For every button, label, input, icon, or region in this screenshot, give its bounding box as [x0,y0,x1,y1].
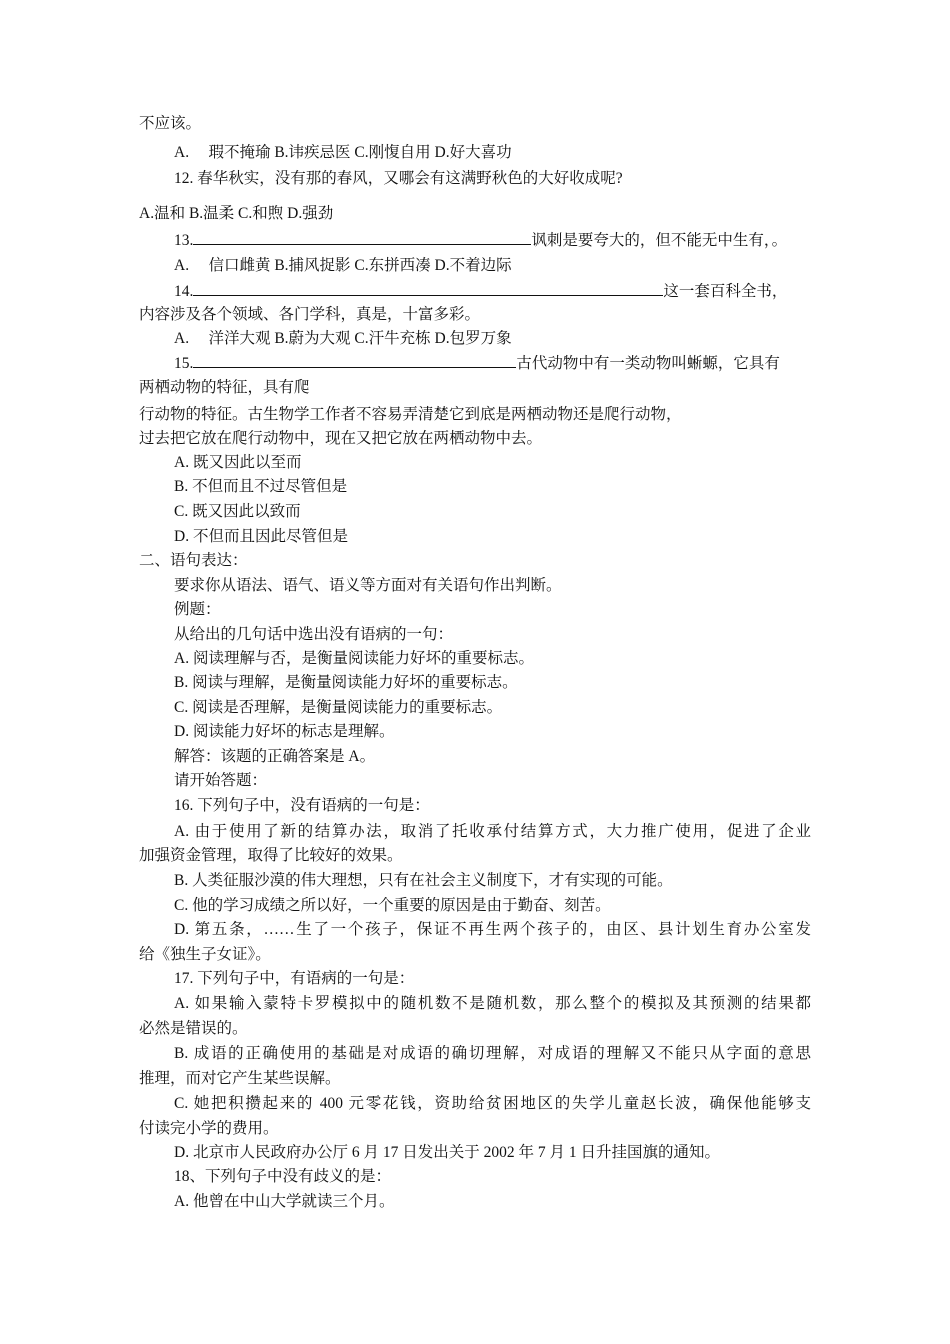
fill-blank [193,353,516,368]
option-line: A. 洋洋大观 B.蔚为大观 C.汗牛充栋 D.包罗万象 [174,330,512,347]
text-line: 请开始答题： [174,772,268,789]
option-line: C. 她把积攒起来的 400 元零花钱，资助给贫困地区的失学儿童赵长波，确保他能够支 [174,1095,811,1112]
question-number: 13. [174,232,194,249]
option-line: A. 他曾在中山大学就读三个月。 [174,1193,395,1210]
question-14 [174,281,787,302]
question-13 [174,230,787,251]
option-line: D. 第五条，……生了一个孩子，保证不再生两个孩子的，由区、县计划生育办公室发 [174,921,811,938]
option-line: A. 信口雌黄 B.捕风捉影 C.东拼西凑 D.不着边际 [174,257,512,274]
question-12: 12. 春华秋实，没有那的春风，又哪会有这满野秋色的大好收成呢? [174,170,623,187]
text-line: 付读完小学的费用。 [139,1120,279,1137]
option-line: A.温和 B.温柔 C.和煦 D.强劲 [139,205,334,222]
question-15 [174,353,780,374]
text-line: 加强资金管理，取得了比较好的效果。 [139,847,403,864]
text-line: 过去把它放在爬行动物中，现在又把它放在两栖动物中去。 [139,430,543,447]
option-line: A. 既又因此以至而 [174,454,302,471]
text-line: 从给出的几句话中选出没有语病的一句： [174,626,454,643]
option-line: B. 阅读与理解，是衡量阅读能力好坏的重要标志。 [174,674,518,691]
option-line: A. 由于使用了新的结算办法，取消了托收承付结算方式，大力推广使用，促进了企业 [174,823,811,840]
option-line: B. 人类征服沙漠的伟大理想，只有在社会主义制度下，才有实现的可能。 [174,872,673,889]
question-number: 14. [174,283,194,300]
section-heading: 二、语句表达： [139,552,248,569]
question-18: 18、下列句子中没有歧义的是： [174,1168,392,1185]
option-line: A. 阅读理解与否，是衡量阅读能力好坏的重要标志。 [174,650,534,667]
fill-blank [193,230,531,245]
answer-line: 解答：该题的正确答案是 A。 [174,748,376,765]
option-line: B. 成语的正确使用的基础是对成语的确切理解，对成语的理解又不能只从字面的意思 [174,1045,811,1062]
option-line: C. 阅读是否理解，是衡量阅读能力的重要标志。 [174,699,503,716]
option-line: D. 不但而且因此尽管但是 [174,528,348,545]
option-line: C. 既又因此以致而 [174,503,301,520]
question-text: 这一套百科全书， [663,283,788,300]
text-line: 推理，而对它产生某些误解。 [139,1070,341,1087]
text-line: 要求你从语法、语气、语义等方面对有关语句作出判断。 [174,577,562,594]
option-line: B. 不但而且不过尽管但是 [174,478,348,495]
option-line: D. 阅读能力好坏的标志是理解。 [174,723,395,740]
text-line: 给《独生子女证》。 [139,946,271,963]
text-line: 两栖动物的特征，具有爬 [139,379,310,396]
text-line: 行动物的特征。古生物学工作者不容易弄清楚它到底是两栖动物还是爬行动物， [139,406,682,423]
question-16: 16. 下列句子中，没有语病的一句是： [174,797,430,814]
text-line: 必然是错误的。 [139,1020,248,1037]
text-line: 例题： [174,601,221,618]
text-line: 不应该。 [139,115,202,132]
option-line: D. 北京市人民政府办公厅 6 月 17 日发出关于 2002 年 7 月 1 日升挂国旗的通知。 [174,1144,720,1161]
question-17: 17. 下列句子中，有语病的一句是： [174,970,415,987]
text-line: 内容涉及各个领域、各门学科，真是，十富多彩。 [139,306,481,323]
question-number: 15. [174,355,194,372]
option-line: C. 他的学习成绩之所以好，一个重要的原因是由于勤奋、刻苦。 [174,897,611,914]
option-line: A. 如果输入蒙特卡罗模拟中的随机数不是随机数，那么整个的模拟及其预测的结果都 [174,995,811,1012]
option-line: A. 瑕不掩瑜 B.讳疾忌医 C.刚愎自用 D.好大喜功 [174,144,512,161]
question-text: 古代动物中有一类动物叫蜥螈，它具有 [516,355,780,372]
fill-blank [193,281,663,296]
question-text: 讽刺是要夸大的，但不能无中生有，。 [531,232,788,249]
